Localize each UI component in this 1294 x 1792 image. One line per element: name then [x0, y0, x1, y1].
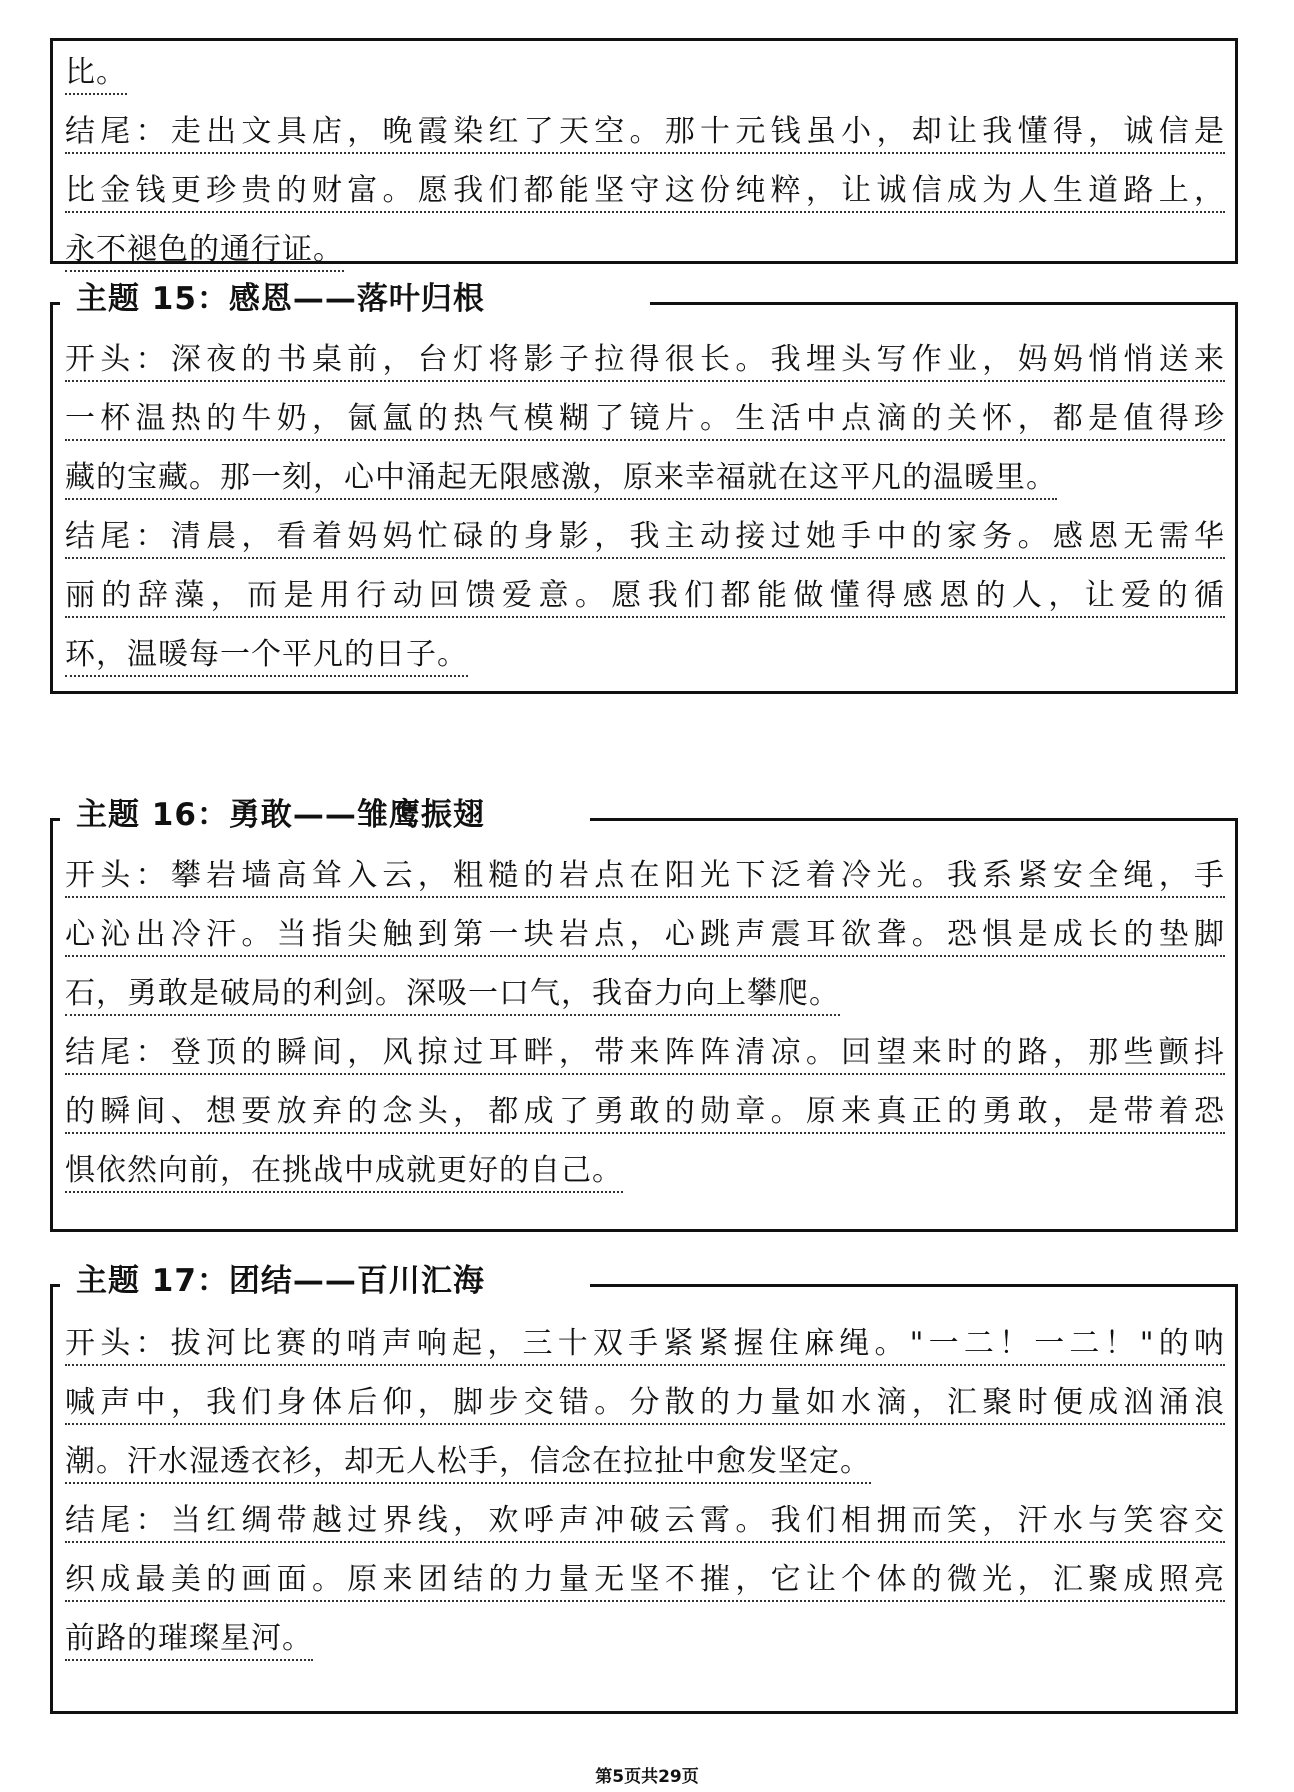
paragraph-line: 潮。汗水湿透衣衫，却无人松手，信念在拉扯中愈发坚定。 [65, 1428, 1225, 1487]
paragraph-line: 惧依然向前，在挑战中成就更好的自己。 [65, 1137, 1225, 1196]
paragraph-line: 丽的辞藻，而是用行动回馈爱意。愿我们都能做懂得感恩的人，让爱的循 [65, 562, 1225, 621]
section-14-tail-box [50, 38, 1238, 267]
paragraph-line: 织成最美的画面。原来团结的力量无坚不摧，它让个体的微光，汇聚成照亮 [65, 1546, 1225, 1605]
paragraph-line: 心沁出冷汗。当指尖触到第一块岩点，心跳声震耳欲聋。恐惧是成长的垫脚 [65, 901, 1225, 960]
section-16-header [50, 786, 1238, 846]
paragraph-line: 石，勇敢是破局的利剑。深吸一口气，我奋力向上攀爬。 [65, 960, 1225, 1019]
paragraph-line: 环，温暖每一个平凡的日子。 [65, 621, 1225, 680]
paragraph-line: 比金钱更珍贵的财富。愿我们都能坚守这份纯粹，让诚信成为人生道路上， [65, 157, 1225, 216]
paragraph-line: 结尾：当红绸带越过界线，欢呼声冲破云霄。我们相拥而笑，汗水与笑容交 [65, 1487, 1225, 1546]
paragraph-line: 一杯温热的牛奶，氤氲的热气模糊了镜片。生活中点滴的关怀，都是值得珍 [65, 385, 1225, 444]
paragraph-line: 结尾：登顶的瞬间，风掠过耳畔，带来阵阵清凉。回望来时的路，那些颤抖 [65, 1019, 1225, 1078]
paragraph-line: 开头：深夜的书桌前，台灯将影子拉得很长。我埋头写作业，妈妈悄悄送来 [65, 326, 1225, 385]
paragraph-line: 藏的宝藏。那一刻，心中涌起无限感激，原来幸福就在这平凡的温暖里。 [65, 444, 1225, 503]
section-15-box [50, 328, 1238, 694]
paragraph-line: 的瞬间、想要放弃的念头，都成了勇敢的勋章。原来真正的勇敢，是带着恐 [65, 1078, 1225, 1137]
section-title: 主题 15：感恩——落叶归根 [76, 276, 505, 322]
paragraph-line: 结尾：清晨，看着妈妈忙碌的身影，我主动接过她手中的家务。感恩无需华 [65, 503, 1225, 562]
paragraph-line: 比。 [65, 39, 1225, 98]
section-17-header [50, 1252, 1238, 1312]
paragraph-line: 开头：拔河比赛的哨声响起，三十双手紧紧握住麻绳。"一二！一二！"的呐 [65, 1310, 1225, 1369]
section-16-box [50, 844, 1238, 1232]
section-title: 主题 16：勇敢——雏鹰振翅 [76, 792, 505, 838]
paragraph-line: 喊声中，我们身体后仰，脚步交错。分散的力量如水滴，汇聚时便成汹涌浪 [65, 1369, 1225, 1428]
paragraph-line: 永不褪色的通行证。 [65, 216, 1225, 275]
paragraph-line: 前路的璀璨星河。 [65, 1605, 1225, 1664]
paragraph-line: 开头：攀岩墙高耸入云，粗糙的岩点在阳光下泛着冷光。我系紧安全绳，手 [65, 842, 1225, 901]
section-17-box [50, 1310, 1238, 1714]
section-title: 主题 17：团结——百川汇海 [76, 1258, 505, 1304]
page-number: 第5页共29页 [595, 1767, 699, 1787]
paragraph-line: 结尾：走出文具店，晚霞染红了天空。那十元钱虽小，却让我懂得，诚信是 [65, 98, 1225, 157]
section-15-header [50, 270, 1238, 330]
